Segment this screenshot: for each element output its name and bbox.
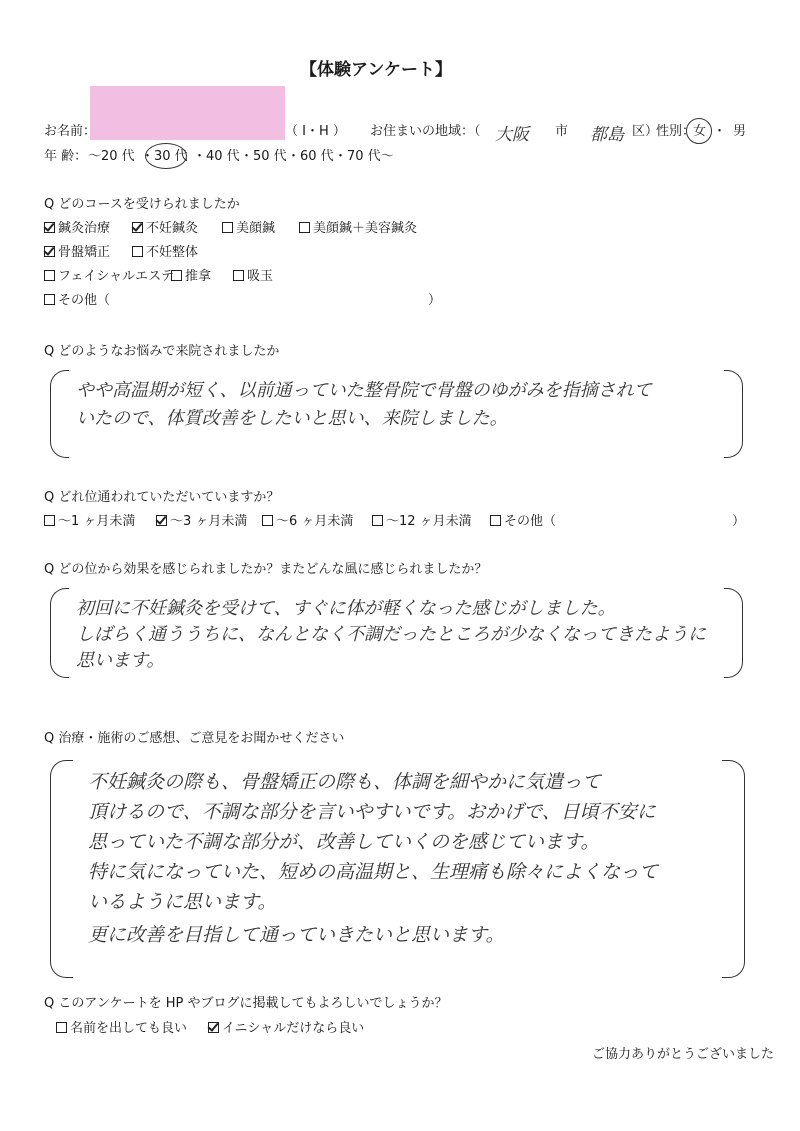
q6-question: Q このアンケートを HP やブログに掲載してもよろしいでしょうか？ xyxy=(44,996,448,1011)
q4-answer-line: 初回に不妊鍼灸を受けて、すぐに体が軽くなった感じがしました。 xyxy=(76,598,616,619)
gender-male: 男 xyxy=(733,124,747,139)
q1-option[interactable]: 骨盤矯正 xyxy=(44,245,110,261)
checkbox-unchecked[interactable] xyxy=(171,270,182,281)
age-option-60s: ・60 代 xyxy=(287,149,334,164)
age-option-70s-plus: ・70 代～ xyxy=(334,149,394,164)
q2-question: Q どのようなお悩みで来院されましたか xyxy=(44,344,280,359)
q3-option-other[interactable]: その他（ xyxy=(490,514,556,530)
q1-option[interactable]: 不妊鍼灸 xyxy=(132,221,198,237)
q4-question: Q どの位から効果を感じられましたか？またどんな風に感じられましたか？ xyxy=(44,562,488,577)
checkbox-unchecked[interactable] xyxy=(233,270,244,281)
area-city-suffix: 市 xyxy=(555,124,569,139)
q4-answer-line: しばらく通ううちに、なんとなく不調だったところが少なくなってきたように xyxy=(76,624,706,645)
q3-option[interactable]: ～12 ヶ月未満 xyxy=(372,514,472,530)
q5-answer-bracket-left xyxy=(50,760,73,978)
q5-answer-line: いるように思います。 xyxy=(88,891,277,913)
age-option-50s: ・50 代 xyxy=(240,149,287,164)
q3-question: Q どれ位通われていただいていますか？ xyxy=(44,490,280,505)
checkbox-unchecked[interactable] xyxy=(132,246,143,257)
q1-option[interactable]: 鍼灸治療 xyxy=(44,221,110,237)
q5-answer-line: 頂けるので、不調な部分を言いやすいです。おかげで、日頃不安に xyxy=(88,801,656,823)
q1-option[interactable]: 美顔鍼＋美容鍼灸 xyxy=(299,221,417,237)
checkbox-unchecked[interactable] xyxy=(44,294,55,305)
name-redaction xyxy=(90,86,285,140)
q5-answer-line: 更に改善を目指して通っていきたいと思います。 xyxy=(88,924,505,946)
checkbox-checked[interactable] xyxy=(44,222,55,233)
q1-option[interactable]: 不妊整体 xyxy=(132,245,198,261)
checkbox-checked[interactable] xyxy=(208,1022,219,1033)
q2-answer-bracket-right xyxy=(724,370,743,458)
q1-question: Q どのコースを受けられましたか xyxy=(44,197,240,212)
checkbox-unchecked[interactable] xyxy=(56,1022,67,1033)
checkbox-checked[interactable] xyxy=(44,246,55,257)
q3-option[interactable]: ～3 ヶ月未満 xyxy=(156,514,247,530)
q1-option[interactable]: 吸玉 xyxy=(233,269,273,285)
q4-answer-bracket-left xyxy=(50,588,69,678)
survey-title: 【体験アンケート】 xyxy=(300,60,452,80)
checkbox-unchecked[interactable] xyxy=(44,270,55,281)
age-label: 年 齢： xyxy=(44,149,88,164)
q3-option[interactable]: ～6 ヶ月未満 xyxy=(262,514,353,530)
gender-label: 性別： xyxy=(656,124,696,139)
q1-option[interactable]: 推拿 xyxy=(171,269,211,285)
q5-answer-line: 思っていた不調な部分が、改善していくのを感じています。 xyxy=(88,831,600,853)
thank-you-note: ご協力ありがとうございました xyxy=(592,1047,775,1062)
q2-answer-line: やや高温期が短く、以前通っていた整骨院で骨盤のゆがみを指摘されて xyxy=(76,380,652,401)
q4-answer-bracket-right xyxy=(724,588,743,678)
checkbox-unchecked[interactable] xyxy=(44,515,55,526)
gender-separator: ・ xyxy=(713,124,727,139)
area-ward-suffix: 区） xyxy=(632,124,659,139)
q6-option[interactable]: 名前を出しても良い xyxy=(56,1021,187,1037)
checkbox-unchecked[interactable] xyxy=(372,515,383,526)
q1-other-close: ） xyxy=(428,293,442,308)
q1-option[interactable]: フェイシャルエステ xyxy=(44,269,174,285)
checkbox-checked[interactable] xyxy=(132,222,143,233)
gender-female: 女 xyxy=(693,124,707,139)
q5-answer-line: 特に気になっていた、短めの高温期と、生理痛も除々によくなって xyxy=(88,861,659,883)
age-option-40s: ・40 代 xyxy=(193,149,240,164)
q2-answer-bracket-left xyxy=(50,370,69,458)
checkbox-unchecked[interactable] xyxy=(299,222,310,233)
area-city-value: 大阪 xyxy=(495,125,529,145)
q3-option[interactable]: ～1 ヶ月未満 xyxy=(44,514,135,530)
q4-answer-line: 思います。 xyxy=(76,650,165,671)
q2-answer-line: いたので、体質改善をしたいと思い、来院しました。 xyxy=(76,408,508,429)
q1-option-other[interactable]: その他（ xyxy=(44,293,110,309)
area-ward-value: 都島 xyxy=(590,125,624,145)
q3-other-close: ） xyxy=(732,514,746,529)
age-option-30s: ・30 代 xyxy=(141,149,188,164)
q5-answer-line: 不妊鍼灸の際も、骨盤矯正の際も、体調を細やかに気遣って xyxy=(88,771,602,793)
name-label: お名前： xyxy=(44,124,97,139)
q6-option[interactable]: イニシャルだけなら良い xyxy=(208,1021,364,1037)
q5-question: Q 治療・施術のご感想、ご意見をお聞かせください xyxy=(44,731,345,746)
area-label: お住まいの地域：（ xyxy=(370,124,481,139)
checkbox-checked[interactable] xyxy=(156,515,167,526)
gender-selection-circle xyxy=(686,118,712,144)
age-option-under-20: ～20 代 xyxy=(88,149,135,164)
q1-option[interactable]: 美顔鍼 xyxy=(222,221,275,237)
checkbox-unchecked[interactable] xyxy=(222,222,233,233)
initials: （ I・H ） xyxy=(285,124,346,139)
checkbox-unchecked[interactable] xyxy=(490,515,501,526)
q5-answer-bracket-right xyxy=(722,760,745,978)
age-selection-circle xyxy=(145,143,187,169)
checkbox-unchecked[interactable] xyxy=(262,515,273,526)
